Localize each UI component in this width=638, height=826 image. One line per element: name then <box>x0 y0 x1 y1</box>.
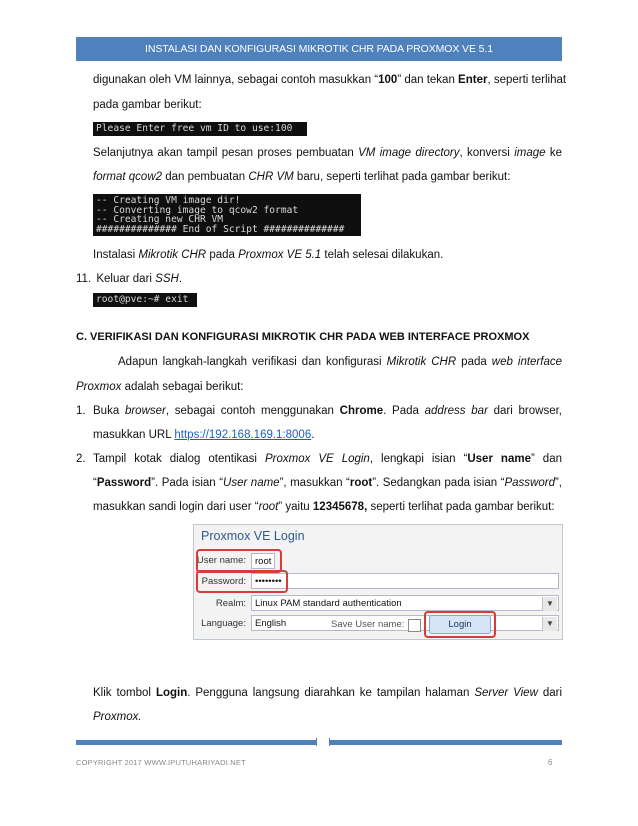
language-label: Language: <box>201 618 246 629</box>
text-italic: Mikrotik CHR <box>386 356 457 368</box>
text-bold: Login <box>155 687 188 699</box>
text: ”. Sedangkan pada isian “ <box>372 477 505 489</box>
text: ” yaitu <box>278 501 313 513</box>
text: Selanjutnya akan tampil pesan proses pembuatan <box>93 147 359 159</box>
password-field[interactable]: •••••••• <box>251 573 559 589</box>
list-number: 1. <box>76 405 86 417</box>
username-label: User name: <box>196 555 246 566</box>
text-italic: VM image directory <box>358 147 460 159</box>
paragraph-line: Proxmox. <box>93 711 142 723</box>
text: dari browser, <box>487 405 562 417</box>
text-bold: 12345678, <box>312 501 368 513</box>
text: ” dan <box>530 453 562 465</box>
text: ”, masukkan “ <box>279 477 350 489</box>
text: ke <box>545 147 562 159</box>
paragraph-line: pada gambar berikut: <box>93 99 202 111</box>
text-bold: Password <box>96 477 152 489</box>
text-bold: Chrome <box>339 405 384 417</box>
text-italic: Mikrotik CHR <box>138 249 207 261</box>
dialog-footer <box>193 614 561 638</box>
language-value: English <box>255 618 287 629</box>
paragraph-line <box>76 380 244 395</box>
paragraph-line <box>93 73 566 88</box>
proxmox-url-link[interactable]: https://192.168.169.1:8006 <box>174 429 312 441</box>
text-italic: format qcow2 <box>93 171 163 183</box>
paragraph-line <box>118 355 562 370</box>
text: , konversi <box>459 147 515 159</box>
text: . Pada <box>383 405 425 417</box>
text: , seperti terlihat <box>487 74 567 86</box>
paragraph-line <box>93 146 562 161</box>
paragraph-line <box>93 476 562 491</box>
text-italic: Proxmox VE Login <box>264 453 370 465</box>
text: masukkan sandi login dari user “ <box>93 501 259 513</box>
footer-copyright: COPYRIGHT 2017 WWW.IPUTUHARIYADI.NET <box>76 758 246 767</box>
text: ”. Pada isian “ <box>151 477 224 489</box>
text-italic: browser <box>124 405 166 417</box>
password-label: Password: <box>201 576 246 587</box>
text-italic: CHR VM <box>248 171 294 183</box>
text: pada <box>206 249 239 261</box>
text: seperti terlihat pada gambar berikut: <box>367 501 555 513</box>
text-italic: Password <box>504 477 555 489</box>
text: Klik tombol <box>93 687 156 699</box>
text: Tampil kotak dialog otentikasi <box>93 453 265 465</box>
list-number: 11. <box>76 273 92 285</box>
text: Buka <box>93 405 125 417</box>
text-italic: address bar <box>424 405 488 417</box>
text: telah selesai dilakukan. <box>321 249 444 261</box>
text: dan pembuatan <box>162 171 249 183</box>
footer-mark <box>316 738 330 746</box>
text-italic: Proxmox VE 5.1 <box>238 249 322 261</box>
text: masukkan URL <box>93 429 175 441</box>
realm-value: Linux PAM standard authentication <box>255 598 402 609</box>
username-field[interactable]: root <box>251 553 275 569</box>
text: Instalasi <box>93 249 139 261</box>
text: Keluar dari <box>96 273 156 285</box>
terminal-screenshot-vmid: Please Enter free vm ID to use:100 <box>93 122 307 136</box>
text: , sebagai contoh menggunakan <box>165 405 340 417</box>
paragraph-line <box>93 428 314 443</box>
text-italic: Proxmox <box>76 381 122 393</box>
paragraph-line <box>93 686 562 701</box>
text: . <box>311 429 315 441</box>
text: . Pengguna langsung diarahkan ke tampilan halaman <box>187 687 475 699</box>
realm-label: Realm: <box>215 598 246 609</box>
text-italic: User name <box>223 477 280 489</box>
text-italic: image <box>514 147 546 159</box>
footer-bar <box>76 740 562 745</box>
paragraph-line <box>93 500 555 515</box>
chevron-down-icon: ▼ <box>542 617 557 631</box>
text-bold: root <box>349 477 373 489</box>
text-italic: SSH <box>155 273 179 285</box>
highlight-box <box>196 570 288 593</box>
text: . <box>178 273 183 285</box>
page-header: INSTALASI DAN KONFIGURASI MIKROTIK CHR PADA PROXMOX VE 5.1 <box>76 37 562 61</box>
terminal-screenshot-exit: root@pve:~# exit <box>93 293 197 307</box>
list-item <box>93 404 562 419</box>
save-username-checkbox[interactable] <box>408 619 421 632</box>
text: ”, <box>554 477 562 489</box>
text: ” dan tekan <box>397 74 459 86</box>
text: Adapun langkah-langkah verifikasi dan konfigurasi <box>118 356 387 368</box>
text: baru, seperti terlihat pada gambar berikut: <box>293 171 511 183</box>
highlight-box <box>424 611 496 638</box>
text: pada <box>456 356 492 368</box>
text-italic: root <box>258 501 279 513</box>
section-heading: C. VERIFIKASI DAN KONFIGURASI MIKROTIK CHR PADA WEB INTERFACE PROXMOX <box>76 331 530 343</box>
text-italic: web interface <box>491 356 562 368</box>
paragraph-line <box>93 248 443 263</box>
list-number: 2. <box>76 453 86 465</box>
text: “ <box>93 477 97 489</box>
chevron-down-icon: ▼ <box>542 597 557 611</box>
save-username-label: Save User name: <box>331 619 405 630</box>
text-bold: 100 <box>378 74 398 86</box>
login-button[interactable]: Login <box>429 615 491 634</box>
text: digunakan oleh VM lainnya, sebagai contoh masukkan “ <box>93 74 379 86</box>
text-bold: Enter <box>458 74 488 86</box>
page-number: 6 <box>548 758 553 767</box>
paragraph-line <box>93 170 510 185</box>
terminal-screenshot-conversion: -- Creating VM image dir! -- Converting image to qcow2 format -- Creating new CHR VM ############## End of Script ############## <box>93 194 361 236</box>
text: dari <box>537 687 563 699</box>
text-bold: User name <box>467 453 531 465</box>
list-item <box>76 272 182 287</box>
list-item <box>93 452 562 467</box>
realm-select[interactable] <box>251 595 559 611</box>
dialog-title: Proxmox VE Login <box>201 529 305 543</box>
text: adalah sebagai berikut: <box>121 381 244 393</box>
text-italic: Server View <box>474 687 538 699</box>
text: , lengkapi isian “ <box>369 453 468 465</box>
